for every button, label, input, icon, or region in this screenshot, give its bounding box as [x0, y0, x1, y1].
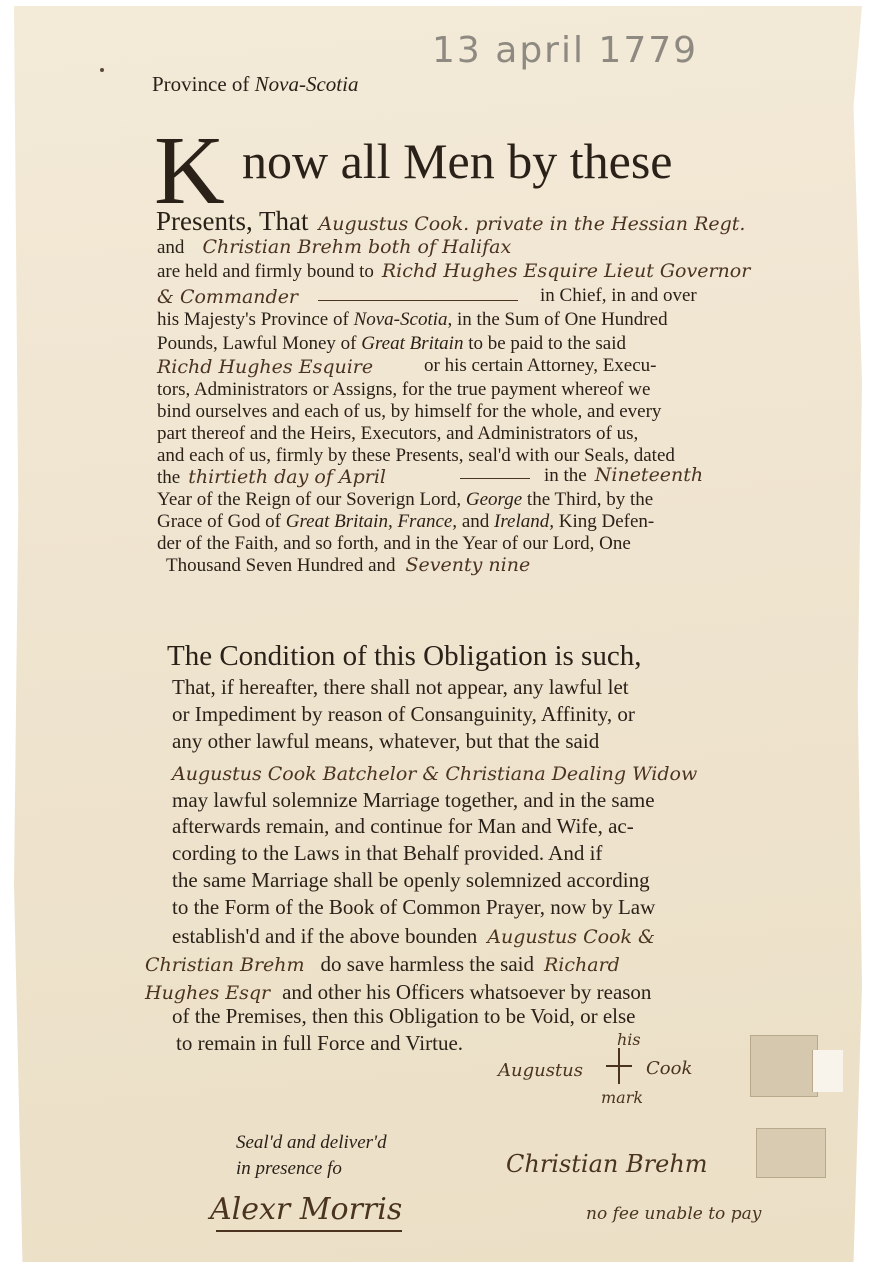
province-prefix: Province of — [152, 72, 250, 96]
year-written: Seventy nine — [405, 554, 531, 576]
sealed-delivered-line-2: in presence fo — [236, 1158, 342, 1179]
sealed-delivered-line-1: Seal'd and deliver'd — [236, 1132, 387, 1153]
bond-line-14 — [157, 512, 654, 531]
bond-line-2 — [157, 238, 511, 258]
bond-line-2-print: and — [157, 237, 185, 258]
bond-line-10: part thereof and the Heirs, Executors, and Administrators of us, — [157, 423, 639, 444]
condition-line-9: to the Form of the Book of Common Prayer, now by Law — [172, 895, 656, 919]
bond-line-3-print: are held and firmly bound to — [157, 261, 374, 282]
province-heading — [152, 72, 358, 97]
date-day-month: thirtieth day of April — [188, 466, 387, 488]
blank-rule — [318, 300, 518, 301]
mark-cross-icon — [606, 1046, 632, 1086]
condition-line-2: or Impediment by reason of Consanguinity, Affinity, or — [172, 702, 635, 726]
bond-line-12-right — [544, 466, 703, 486]
condition-line-8: the same Marriage shall be openly solemnized according — [172, 868, 650, 892]
drop-cap-initial: K — [154, 117, 225, 225]
mark-name-last: Cook — [646, 1058, 693, 1079]
obligor-2-name: Christian Brehm both of Halifax — [202, 236, 512, 258]
condition-line-10-print: establish'd and if the above bounden — [172, 924, 478, 948]
bond-line-4-print: in Chief, in and over — [540, 285, 697, 306]
condition-line-10 — [172, 924, 655, 949]
bond-line-13-b: George — [465, 489, 523, 510]
bond-line-9: bind ourselves and each of us, by himself for the whole, and every — [157, 401, 662, 422]
condition-line-6: afterwards remain, and continue for Man and Wife, ac- — [172, 814, 634, 838]
ink-dot — [100, 68, 104, 72]
condition-line-11-hand: Christian Brehm — [145, 954, 305, 976]
mark-label: mark — [601, 1088, 644, 1107]
bond-line-6-c: to be paid to the said — [468, 333, 626, 354]
province-name: Nova-Scotia — [254, 72, 359, 96]
bond-line-6-a: Pounds, Lawful Money of — [157, 333, 357, 354]
obligee-title: & Commander — [157, 286, 299, 308]
condition-line-14: to remain in full Force and Virtue. — [176, 1031, 464, 1055]
condition-line-11-print: do save harmless the said — [320, 952, 534, 976]
witness-signature: Alexr Morris — [210, 1192, 403, 1227]
date-annotation: 13 april 1779 — [432, 30, 699, 71]
bond-line-11: and each of us, firmly by these Presents, seal'd with our Seals, dated — [157, 445, 675, 466]
bond-line-12-print-b: in the — [544, 465, 587, 486]
obligor-1-name: Augustus Cook. private in the Hessian Regt. — [318, 213, 746, 235]
condition-line-11-hand-b: Richard — [544, 954, 620, 976]
condition-line-12-hand: Hughes Esqr — [145, 982, 271, 1004]
bond-headline: now all Men by these — [242, 133, 673, 189]
witness-flourish — [216, 1230, 402, 1232]
bond-line-16 — [166, 556, 530, 576]
condition-line-12-print: and other his Officers whatsoever by reason — [282, 980, 652, 1004]
bond-line-14-d: Ireland, — [494, 511, 554, 532]
bond-line-16-print: Thousand Seven Hundred and — [166, 555, 396, 576]
bond-line-7-print: or his certain Attorney, Execu- — [424, 355, 657, 376]
bond-line-14-e: King Defen- — [558, 511, 655, 532]
document-paper — [14, 6, 862, 1262]
bond-line-8: tors, Administrators or Assigns, for the true payment whereof we — [157, 379, 651, 400]
presents-that: Presents, That — [156, 206, 309, 236]
condition-line-5: may lawful solemnize Marriage together, and in the same — [172, 788, 655, 812]
condition-line-7: cording to the Laws in that Behalf provided. And if — [172, 841, 603, 865]
bond-line-5-b: Nova-Scotia — [353, 309, 448, 330]
condition-line-3: any other lawful means, whatever, but that the said — [172, 729, 600, 753]
bond-line-13-c: the Third, by the — [526, 489, 654, 510]
wax-seal-1 — [750, 1035, 818, 1097]
condition-heading: The Condition of this Obligation is such, — [167, 640, 642, 672]
signature-christian-brehm: Christian Brehm — [506, 1150, 708, 1178]
fee-note: no fee unable to pay — [586, 1204, 762, 1224]
blank-rule — [460, 478, 530, 479]
condition-line-12 — [145, 980, 651, 1005]
bond-line-14-c: and — [461, 511, 490, 532]
condition-line-10-hand: Augustus Cook & — [487, 926, 655, 948]
bond-line-12 — [157, 468, 386, 488]
condition-line-4-hand: Augustus Cook Batchelor & Christiana Dealing Widow — [172, 763, 698, 785]
bond-line-7-hand: Richd Hughes Esquire — [157, 356, 374, 378]
bond-line-13 — [157, 490, 653, 509]
bond-line-5 — [157, 310, 668, 329]
bond-line-14-b: Great Britain, France, — [285, 511, 458, 532]
condition-line-13: of the Premises, then this Obligation to be Void, or else — [172, 1004, 636, 1028]
wax-seal-2 — [756, 1128, 826, 1178]
condition-line-11 — [145, 952, 620, 977]
regnal-year: Nineteenth — [594, 464, 704, 486]
bond-line-15: der of the Faith, and so forth, and in the Year of our Lord, One — [157, 533, 631, 554]
mark-name-first: Augustus — [498, 1060, 584, 1081]
mark-his: his — [617, 1030, 641, 1049]
bond-line-3 — [157, 262, 750, 282]
bond-line-5-c: , in the Sum of One Hundred — [447, 309, 668, 330]
bond-line-6-b: Great Britain — [361, 333, 464, 354]
torn-edge — [812, 1050, 843, 1092]
obligee-name: Richd Hughes Esquire Lieut Governor — [381, 260, 751, 282]
bond-line-1 — [156, 208, 745, 235]
bond-line-12-print-a: the — [157, 467, 181, 488]
condition-line-1: That, if hereafter, there shall not appear, any lawful let — [172, 675, 629, 699]
bond-line-6 — [157, 334, 626, 353]
bond-line-13-a: Year of the Reign of our Soverign Lord, — [157, 489, 462, 510]
bond-line-5-a: his Majesty's Province of — [157, 309, 349, 330]
bond-line-14-a: Grace of God of — [157, 511, 281, 532]
